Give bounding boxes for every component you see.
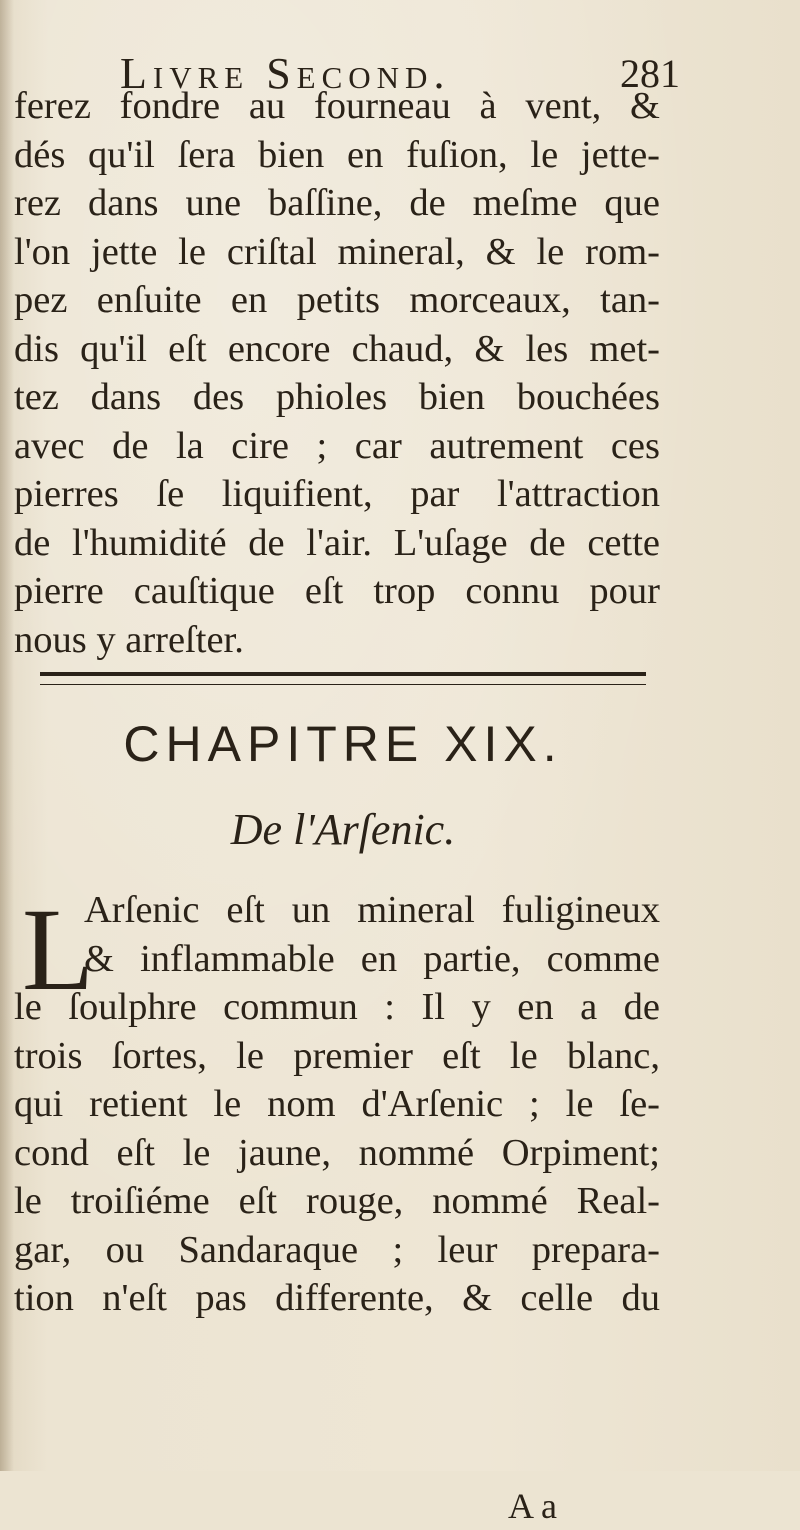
paragraph-2 <box>14 886 660 1526</box>
text-line: pez enſuite en petits morceaux, tan- <box>14 279 660 321</box>
chapter-title: CHAPITRE XIX. <box>123 716 563 772</box>
signature-mark: A a <box>508 1486 557 1526</box>
text-line: l'on jette le criſtal mineral, & le rom- <box>14 230 660 273</box>
signature-row <box>14 1482 660 1530</box>
text-line: dés qu'il ſera bien en fuſion, le jette- <box>14 133 660 176</box>
text-line: dis qu'il eſt encore chaud, & les met- <box>14 327 660 370</box>
text-line: pierre cauſtique eſt trop connu pour <box>14 570 660 612</box>
text-line: cond eſt le jaune, nommé Orpiment; <box>14 1131 660 1174</box>
text-line: de l'humidité de l'air. L'uſage de cette <box>14 521 660 564</box>
section-divider-rule <box>40 672 646 685</box>
paragraph-1 <box>14 82 660 664</box>
text-line: tion n'eſt pas differente, & celle du <box>14 1277 660 1319</box>
chapter-subtitle: De l'Arſenic. <box>230 805 456 854</box>
text-line: rez dans une baſſine, de meſme que <box>14 182 660 224</box>
text-line: le troiſiéme eſt rouge, nommé Real- <box>14 1180 660 1222</box>
text-line: le ſoulphre commun : Il y en a de <box>14 986 660 1028</box>
text-line: trois ſortes, le premier eſt le blanc, <box>14 1034 660 1077</box>
text-line: pierres ſe liquifient, par l'attraction <box>14 473 660 515</box>
text-line: nous y arreſter. <box>14 618 244 661</box>
text-line: avec de la cire ; car autrement ces <box>14 424 660 467</box>
text-line: qui retient le nom d'Arſenic ; le ſe- <box>14 1083 660 1125</box>
text-line: Arſenic eſt un mineral fuligineux <box>84 889 660 931</box>
text-line: & inflammable en partie, comme <box>84 937 660 980</box>
drop-cap: L <box>22 884 95 1015</box>
running-head-title: Livre Second. <box>120 49 451 98</box>
page-number: 281 <box>620 51 680 96</box>
text-line: tez dans des phioles bien bouchées <box>14 376 660 418</box>
text-line: ferez fondre au fourneau à vent, & <box>14 85 660 127</box>
text-line: gar, ou Sandaraque ; leur prepara- <box>14 1228 660 1271</box>
